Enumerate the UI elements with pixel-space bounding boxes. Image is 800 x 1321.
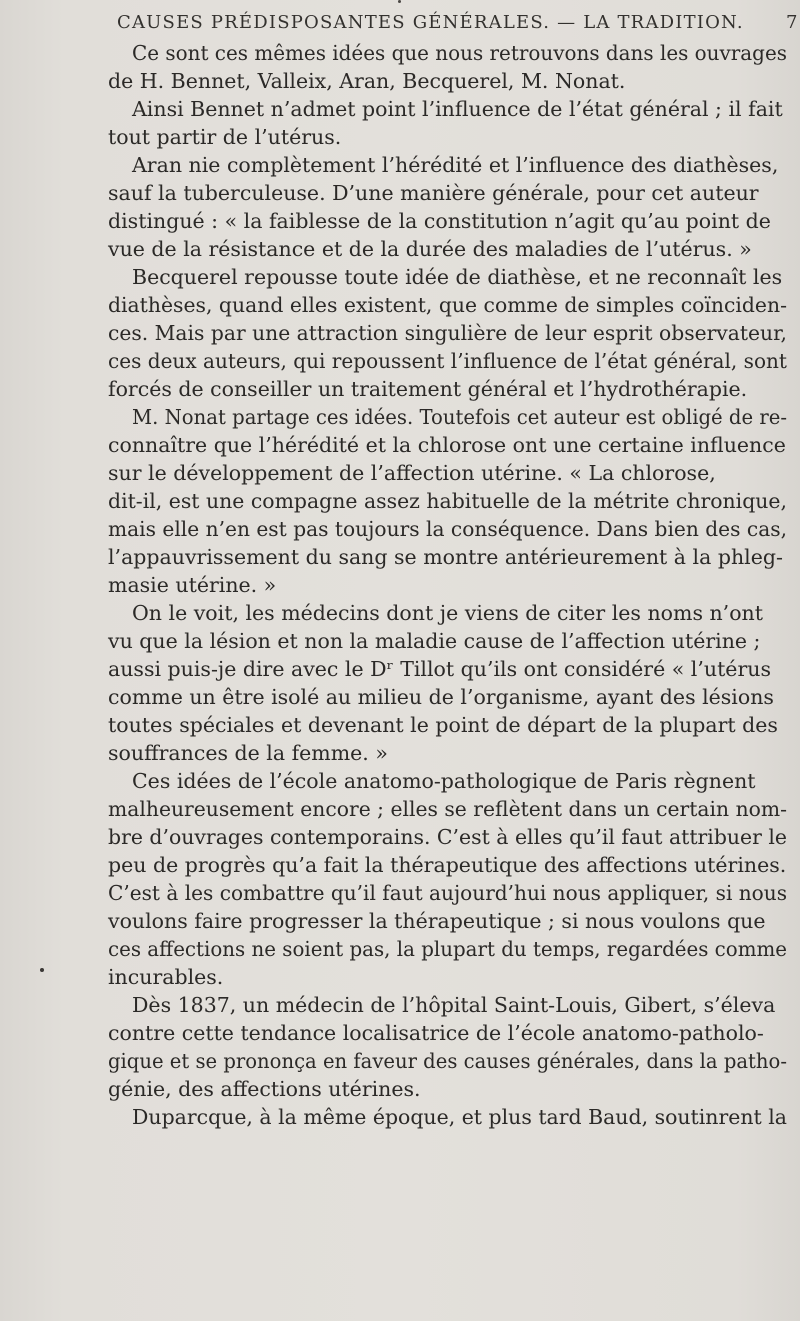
text-line: incurables. (108, 965, 224, 989)
page-header (0, 8, 800, 38)
text-line: forcés de conseiller un traitement général et l’hydrothérapie. (108, 377, 748, 401)
text-line: Dès 1837, un médecin de l’hôpital Saint-Louis, Gibert, s’éleva (132, 993, 776, 1017)
text-line: contre cette tendance localisatrice de l’école anatomo-patholo- (108, 1021, 764, 1045)
text-line: vu que la lésion et non la maladie cause de l’affection utérine ; (108, 629, 761, 653)
text-line: peu de progrès qu’a fait la thérapeutique des affections utérines. (108, 853, 787, 877)
text-line: sur le développement de l’affection utérine. « La chlorose, (108, 461, 716, 485)
text-line: Duparcque, à la même époque, et plus tard Baud, soutinrent la (132, 1105, 787, 1129)
text-line: sauf la tuberculeuse. D’une manière générale, pour cet auteur (108, 181, 759, 205)
page-number: 7 (786, 12, 798, 33)
text-line: ces affections ne soient pas, la plupart du temps, regardées comme (108, 937, 788, 961)
text-line: ces deux auteurs, qui repoussent l’influence de l’état général, sont (108, 349, 787, 373)
text-line: génie, des affections utérines. (108, 1077, 421, 1101)
running-title: CAUSES PRÉDISPOSANTES GÉNÉRALES. — LA TRADITION. (117, 12, 744, 33)
text-line: aussi puis-je dire avec le Dʳ Tillot qu’ils ont considéré « l’utérus (108, 657, 771, 681)
text-line: Aran nie complètement l’hérédité et l’influence des diathèses, (132, 153, 779, 177)
text-line: gique et se prononça en faveur des causes générales, dans la patho- (108, 1049, 787, 1073)
text-line: comme un être isolé au milieu de l’organisme, ayant des lésions (108, 685, 774, 709)
text-line: Ce sont ces mêmes idées que nous retrouvons dans les ouvrages (132, 41, 787, 65)
text-line: l’appauvrissement du sang se montre antérieurement à la phleg- (108, 545, 783, 569)
text-line: diathèses, quand elles existent, que comme de simples coïnciden- (108, 293, 787, 317)
text-line: voulons faire progresser la thérapeutique ; si nous voulons que (108, 909, 766, 933)
print-speck (398, 0, 401, 3)
margin-speck (40, 968, 44, 972)
text-line: bre d’ouvrages contemporains. C’est à elles qu’il faut attribuer le (108, 825, 788, 849)
text-line: distingué : « la faiblesse de la constitution n’agit qu’au point de (108, 209, 771, 233)
text-line: Ainsi Bennet n’admet point l’influence de l’état général ; il fait (132, 97, 783, 121)
text-line: toutes spéciales et devenant le point de départ de la plupart des (108, 713, 778, 737)
text-line: mais elle n’en est pas toujours la conséquence. Dans bien des cas, (108, 517, 788, 541)
text-line: souffrances de la femme. » (108, 741, 388, 765)
text-line: Becquerel repousse toute idée de diathèse, et ne reconnaît les (132, 265, 783, 289)
text-line: C’est à les combattre qu’il faut aujourd’hui nous appliquer, si nous (108, 881, 788, 905)
text-line: malheureusement encore ; elles se reflètent dans un certain nom- (108, 797, 788, 821)
text-line: connaître que l’hérédité et la chlorose ont une certaine influence (108, 433, 786, 457)
text-line: dit-il, est une compagne assez habituelle de la métrite chronique, (108, 489, 787, 513)
text-line: de H. Bennet, Valleix, Aran, Becquerel, M. Nonat. (108, 69, 626, 93)
text-line: ces. Mais par une attraction singulière de leur esprit observateur, (108, 321, 787, 345)
text-line: masie utérine. » (108, 573, 277, 597)
text-line: vue de la résistance et de la durée des maladies de l’utérus. » (108, 237, 752, 261)
text-line: Ces idées de l’école anatomo-pathologique de Paris règnent (132, 769, 756, 793)
text-line: M. Nonat partage ces idées. Toutefois cet auteur est obligé de re- (132, 405, 788, 429)
text-line: tout partir de l’utérus. (108, 125, 342, 149)
text-line: On le voit, les médecins dont je viens de citer les noms n’ont (132, 601, 763, 625)
